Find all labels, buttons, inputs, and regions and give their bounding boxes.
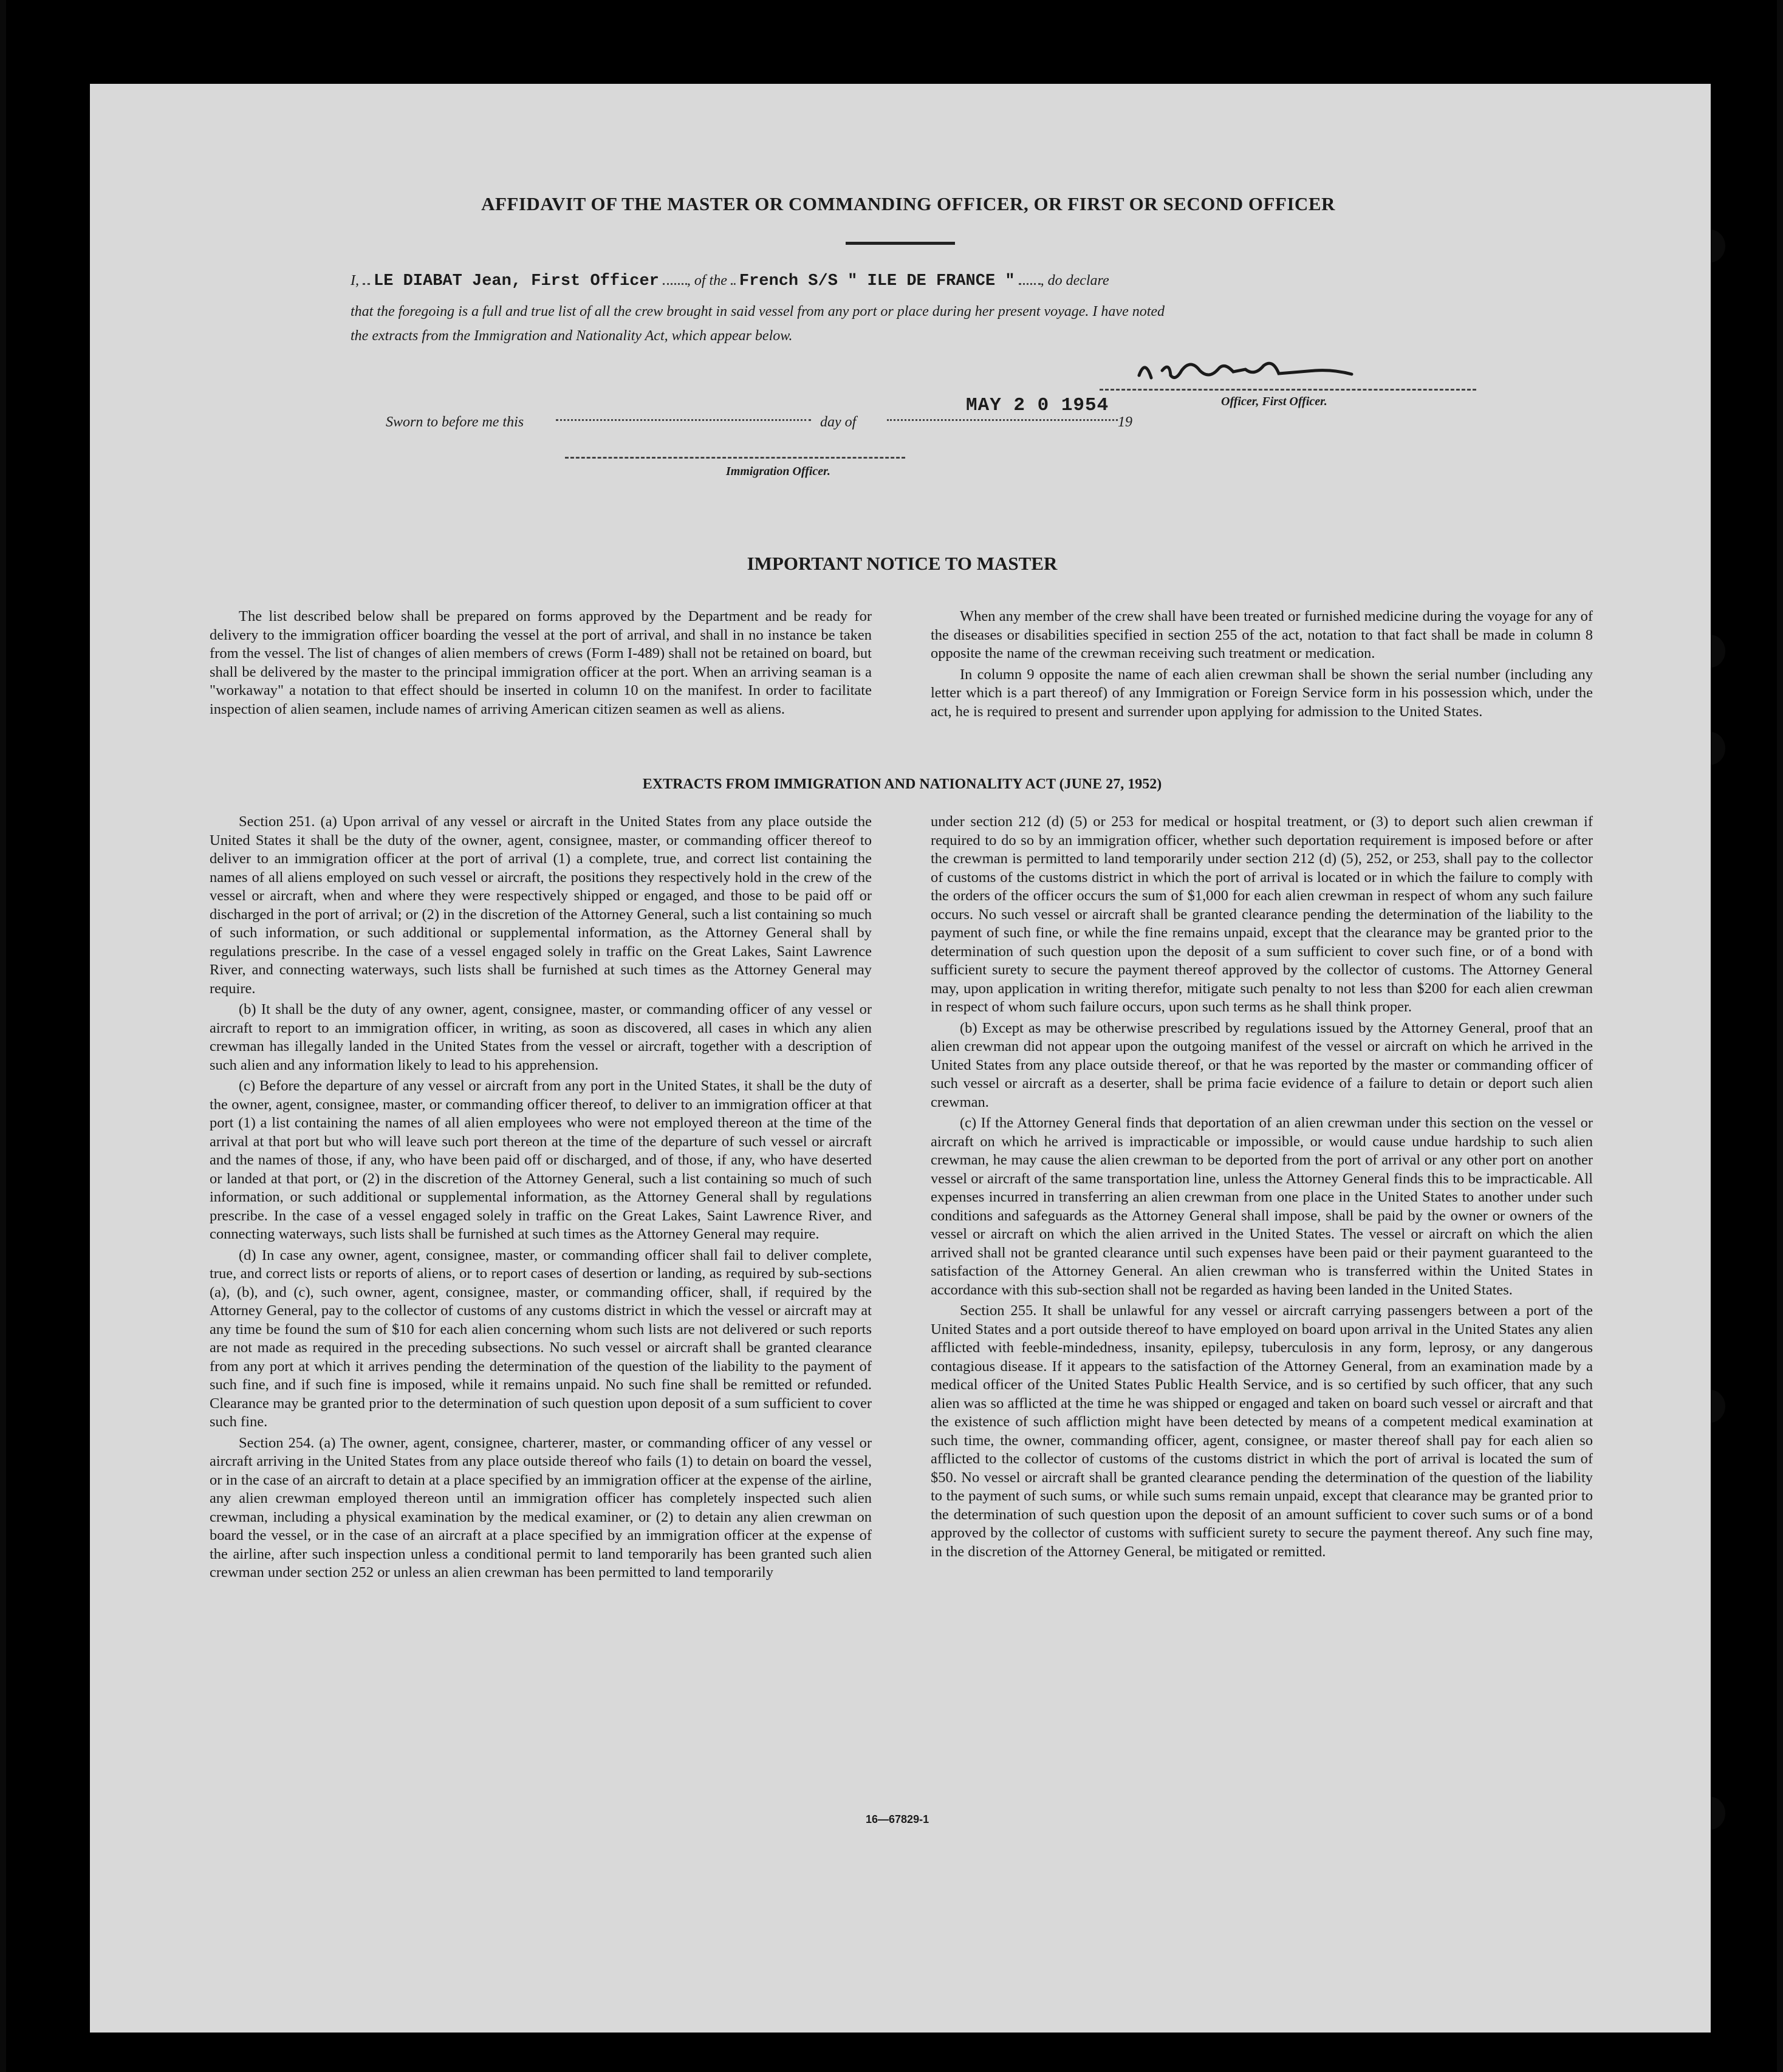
notice-left-column [210, 607, 872, 721]
notice-paragraph: In column 9 opposite the name of each alien crewman shall be shown the serial number (including any letter which is a part thereof) of any Immigration or Foreign Service form in his possession which, under the act, he is required to present and surrender upon applying for admission to the United States. [931, 666, 1593, 720]
sworn-day-field [556, 419, 811, 421]
scanned-sheet [6, 0, 1777, 2072]
signature-rule [1100, 389, 1476, 391]
date-stamp: MAY 2 0 1954 [966, 395, 1109, 416]
immigration-officer-rule [565, 457, 905, 459]
act-section-paragraph: under section 212 (d) (5) or 253 for medical or hospital treatment, or (3) to deport such alien crewman if required to do so by an immigration officer, whether such deportation requirement is imposed before or after the crewman is permitted to land temporarily under section 212 (d) (5), 252, or 253, shall pay to the collector of customs of the customs district in which the port of arrival is located or in which the failure to comply with the orders of the officer occurs the sum of $1,000 for each alien crewman in respect of whom any such failure occurs. No such vessel or aircraft shall be granted clearance pending the determination of the liability to the payment of such fine, or while the fine remains unpaid, except that the clearance may be granted prior to the determination of such question upon the deposit of a sum sufficient to cover such fine, or of a bond with sufficient surety to secure the payment thereof approved by the collector of customs. The Attorney General may, upon application in writing therefor, mitigate such penalty to not less than $200 for each alien crewman in respect of whom such failure occurs, upon such terms as he shall think proper. [931, 813, 1593, 1015]
declaration-line-1: I, LE DIABAT Jean, First Officer , of the French S/S " ILE DE FRANCE " , do declare [351, 272, 1109, 290]
officer-signature [1133, 352, 1449, 389]
extracts-right-column [931, 813, 1593, 1564]
day-of-label: day of [820, 414, 857, 430]
year-prefix: 19 [1118, 414, 1132, 430]
act-section-paragraph: (d) In case any owner, agent, consignee, master, or commanding officer shall fail to deliver complete, true, and correct lists or reports of aliens, or to report cases of desertion or landing, as required by sub-sections (a), (b), and (c), such owner, agent, consignee, master, or commanding officer, shall, if required by the Attorney General, pay to the collector of customs of any customs district in which the vessel or aircraft may at any time be found the sum of $10 for each alien concerning whom such lists are not delivered or such reports are not made as required in the preceding subsections. No such vessel or aircraft shall be granted clearance from any port at which it arrives pending the determination of the question of the liability to the payment of such fine, and if such fine is imposed, while it remains unpaid. No such fine shall be remitted or refunded. Clearance may be granted prior to the determination of such question upon deposit of a sum sufficient to cover such fine. [210, 1246, 872, 1430]
act-section-paragraph: Section 255. It shall be unlawful for any vessel or aircraft carrying passengers between a port of the United States and a port outside thereof to have employed on board upon arrival in the United States any alien afflicted with feeble-mindedness, insanity, epilepsy, tuberculosis in any form, leprosy, or any dangerous contagious disease. If it appears to the satisfaction of the Attorney General, from an examination made by a medical officer of the United States Public Health Service, and is so certified by such officer, that any such alien was so afflicted at the time he was shipped or engaged and taken on board such vessel or aircraft and that the existence of such affliction might have been detected by means of a competent medical examination at such time, the owner, commanding officer, agent, consignee, or master thereof shall pay for each alien so afflicted to the collector of customs of the customs district in which the port of arrival is located the sum of $50. No vessel or aircraft shall be granted clearance pending the determination of the question of the liability to the payment of such sums, or while such sums remain unpaid, except that clearance may be granted prior to the determination of such question upon the deposit of an amount sufficient to cover such sums or of a bond approved by the collector of customs with sufficient surety to secure the payment thereof. Any such fine may, in the discretion of the Attorney General, be mitigated or remitted. [931, 1302, 1593, 1560]
act-section-paragraph: Section 254. (a) The owner, agent, consignee, charterer, master, or commanding officer of any vessel or aircraft arriving in the United States from any place outside thereof who fails (1) to detain on board the vessel, or in the case of an aircraft to detain at a place specified by an immigration officer at the expense of the airline, any alien crewman employed thereon until an immigration officer has completely inspected such alien crewman, including a physical examination by the medical examiner, or (2) to detain any alien crewman on board the vessel, or in the case of an aircraft at a place specified by an immigration officer at the expense of the airline, after such inspection unless a conditional permit to land temporarily has been granted such alien crewman under section 252 or unless an alien crewman has been permitted to land temporarily [210, 1434, 872, 1581]
act-section-paragraph: (b) It shall be the duty of any owner, agent, consignee, master, or commanding officer of any vessel or aircraft to report to an immigration officer, in writing, as soon as discovered, all cases in which any alien crewman has illegally landed in the United States from the vessel or aircraft, together with a description of such alien and any information likely to lead to his apprehension. [210, 1001, 872, 1073]
signature-caption: Officer, First Officer. [1221, 395, 1327, 408]
title-rule [846, 242, 955, 245]
affidavit-title: AFFIDAVIT OF THE MASTER OR COMMANDING OFFICER, OR FIRST OR SECOND OFFICER [481, 193, 1335, 214]
notice-heading: IMPORTANT NOTICE TO MASTER [747, 553, 1058, 574]
immigration-officer-caption: Immigration Officer. [726, 465, 830, 478]
extracts-left-column [210, 813, 872, 1585]
act-section-paragraph: Section 251. (a) Upon arrival of any vessel or aircraft in the United States from any place outside the United States it shall be the duty of the owner, agent, consignee, master, or commanding officer thereof to deliver to an immigration officer at the port of arrival (1) a complete, true, and correct list containing the names of all aliens employed on such vessel or aircraft, the positions they respectively hold in the crew of the vessel or aircraft, when and where they were respectively shipped or engaged, and those to be paid off or discharged in the port of arrival; or (2) in the discretion of the Attorney General, such a list containing so much of such information, or such additional or supplemental information, as the Attorney General shall by regulations prescribe. In the case of a vessel engaged solely in traffic on the Great Lakes, Saint Lawrence River, and connecting waterways, such lists shall be furnished at such times as the Attorney General may require. [210, 813, 872, 997]
notice-right-column [931, 607, 1593, 723]
sworn-label: Sworn to before me this [386, 414, 524, 430]
declaration-line-2: that the foregoing is a full and true list of all the crew brought in said vessel from any port or place during her present voyage. I have noted [351, 304, 1165, 320]
sworn-month-field [887, 419, 1118, 421]
declaration-line-3: the extracts from the Immigration and Nationality Act, which appear below. [351, 328, 793, 344]
notice-paragraph: When any member of the crew shall have been treated or furnished medicine during the voyage for any of the diseases or disabilities specified in section 255 of the act, notation to that fact shall be made in column 8 opposite the name of the crewman receiving such treatment or medication. [931, 608, 1593, 662]
act-section-paragraph: (c) If the Attorney General finds that deportation of an alien crewman under this section on the vessel or aircraft on which he arrived is impracticable or impossible, or would cause undue hardship to such alien crewman, he may cause the alien crewman to be deported from the port of arrival or any other port on another vessel or aircraft of the same transportation line, unless the Attorney General finds this to be impracticable. All expenses incurred in transferring an alien crewman from one place in the United States to another under such conditions and safeguards as the Attorney General shall impose, shall be paid by the owner or owners of the vessel or aircraft on which the alien arrived in the United States. The vessel or aircraft on which the alien arrived shall not be granted clearance until such expenses have been paid or their payment guaranteed to the satisfaction of the Attorney General. An alien crewman who is transferred within the United States in accordance with this sub-section shall not be regarded as having been landed in the United States. [931, 1115, 1593, 1298]
act-section-paragraph: (b) Except as may be otherwise prescribed by regulations issued by the Attorney General, proof that an alien crewman did not appear upon the outgoing manifest of the vessel or aircraft on which he arrived in the United States from any place outside thereof, or that he was reported by the master or commanding officer of such vessel or aircraft as a deserter, shall be prima facie evidence of a failure to detain or deport such alien crewman. [931, 1019, 1593, 1110]
form-number: 16—67829-1 [866, 1813, 929, 1825]
officer-name: LE DIABAT Jean, First Officer [374, 272, 659, 290]
do-declare-label: do declare [1047, 273, 1109, 289]
act-section-paragraph: (c) Before the departure of any vessel or aircraft from any port in the United States, it shall be the duty of the owner, agent, consignee, master, or commanding officer thereof, to deliver to an immigration officer at that port (1) a list containing the names of all alien employees who were not employed thereon at the time of the arrival at that port but who will leave such port thereon at the time of the departure of such vessel or aircraft and the names of those, if any, who have been paid off or discharged, and of those, if any, who have deserted or landed at that port, or (2) in the discretion of the Attorney General, such a list containing so much of such information, or such additional or supplemental information, as the Attorney General shall by regulations prescribe. In the case of a vessel engaged solely in traffic on the Great Lakes, Saint Lawrence River, and connecting waterways, such lists shall be furnished at such times as the Attorney General may require. [210, 1078, 872, 1242]
vessel-name: French S/S " ILE DE FRANCE " [739, 272, 1015, 290]
i-label: I, [351, 273, 359, 289]
extracts-heading: EXTRACTS FROM IMMIGRATION AND NATIONALITY ACT (JUNE 27, 1952) [642, 776, 1162, 792]
notice-paragraph: The list described below shall be prepared on forms approved by the Department and be ready for delivery to the immigration officer boarding the vessel at the port of arrival, and shall in no instance be taken from the vessel. The list of changes of alien members of crews (Form I-489) shall not be retained on board, but shall be delivered by the master to the principal immigration officer at the port. When an arriving seaman is a "workaway" a notation to that effect should be inserted in column 10 on the manifest. In order to facilitate inspection of alien seamen, include names of arriving American citizen seamen as well as aliens. [210, 608, 872, 717]
of-the-label: of the [694, 273, 727, 289]
